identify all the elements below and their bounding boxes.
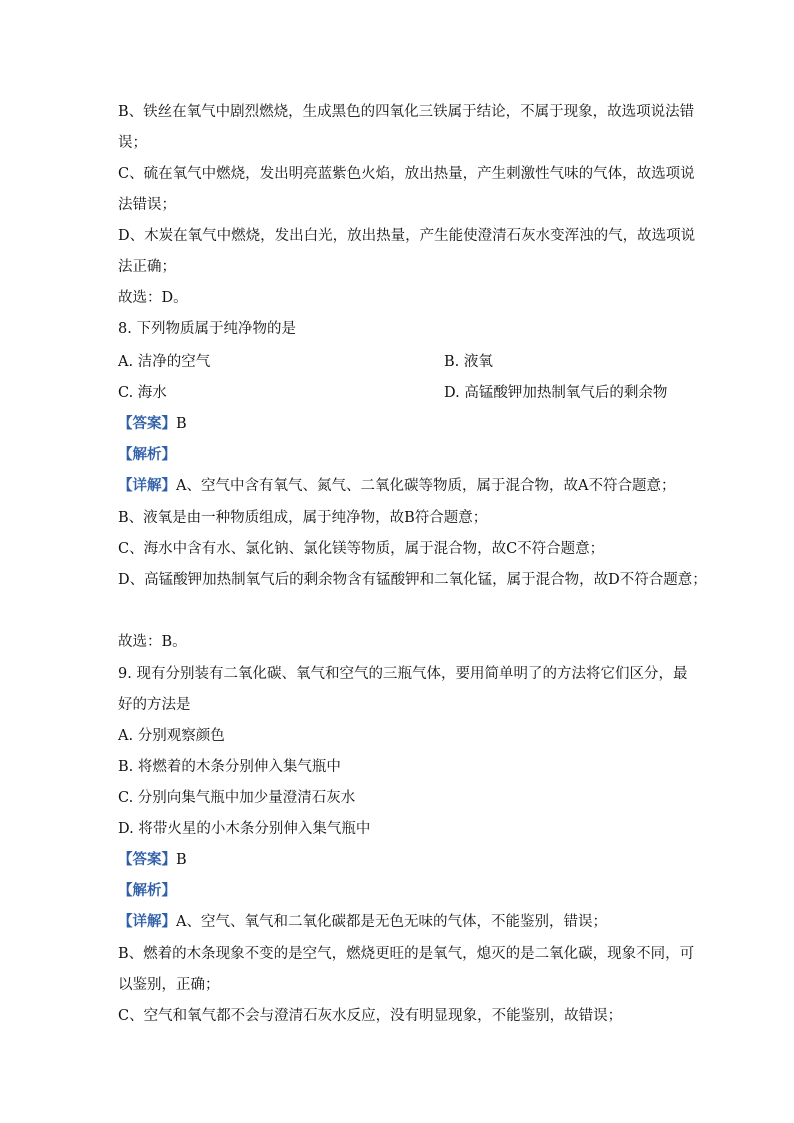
- q7-option-c-explanation-line2: 法错误；: [118, 197, 176, 213]
- q9-detail-c: C、空气和氧气都不会与澄清石灰水反应，没有明显现象，不能鉴别，故错误；: [118, 1008, 623, 1024]
- q9-option-b: B. 将燃着的木条分别伸入集气瓶中: [118, 759, 341, 775]
- q8-answer-label: 【答案】: [118, 415, 176, 432]
- q7-conclusion: 故选：D。: [118, 290, 188, 306]
- q8-detail-a: [118, 476, 675, 496]
- q9-option-c: C. 分别向集气瓶中加少量澄清石灰水: [118, 790, 356, 806]
- q8-answer-value: B: [176, 416, 187, 432]
- q9-answer: [118, 850, 187, 870]
- q9-detail-label: 【详解】: [118, 913, 176, 930]
- q9-option-a: A. 分别观察颜色: [118, 728, 225, 744]
- q8-analysis-label: 【解析】: [118, 446, 176, 463]
- q9-analysis-label: 【解析】: [118, 882, 176, 899]
- q8-option-b: B. 液氧: [444, 354, 493, 370]
- q9-detail-a: [118, 912, 607, 932]
- q9-detail-b-line2: 以鉴别，正确；: [118, 977, 220, 993]
- q8-option-c: C. 海水: [118, 385, 167, 401]
- q8-conclusion: 故选：B。: [118, 634, 187, 650]
- q8-detail-c: C、海水中含有水、氯化钠、氯化镁等物质，属于混合物，故C不符合题意；: [118, 541, 605, 557]
- q9-option-d: D. 将带火星的小木条分别伸入集气瓶中: [118, 821, 371, 837]
- q8-option-a: A. 洁净的空气: [118, 354, 211, 370]
- q9-answer-label: 【答案】: [118, 851, 176, 868]
- q9-answer-value: B: [176, 852, 187, 868]
- q9-stem-line1: 9. 现有分别装有二氧化碳、氧气和空气的三瓶气体，要用简单明了的方法将它们区分，最: [118, 666, 688, 682]
- q8-analysis-heading: [118, 445, 176, 465]
- q8-detail-b: B、液氧是由一种物质组成，属于纯净物，故B符合题意；: [118, 510, 488, 526]
- q8-option-d: D. 高锰酸钾加热制氧气后的剩余物: [444, 385, 668, 401]
- q8-detail-label: 【详解】: [118, 477, 176, 494]
- q8-detail-a-text: A、空气中含有氧气、氮气、二氧化碳等物质，属于混合物，故A不符合题意；: [176, 478, 676, 494]
- q7-option-b-explanation-line2: 误；: [118, 135, 147, 151]
- q7-option-c-explanation-line1: C、硫在氧气中燃烧，发出明亮蓝紫色火焰，放出热量，产生刺激性气味的气体，故选项说: [118, 166, 695, 182]
- q9-analysis-heading: [118, 881, 176, 901]
- q7-option-b-explanation-line1: B、铁丝在氧气中剧烈燃烧，生成黑色的四氧化三铁属于结论，不属于现象，故选项说法错: [118, 104, 695, 120]
- q9-detail-a-text: A、空气、氧气和二氧化碳都是无色无味的气体，不能鉴别，错误；: [176, 914, 607, 930]
- q8-detail-d: D、高锰酸钾加热制氧气后的剩余物含有锰酸钾和二氧化锰，属于混合物，故D不符合题意；: [118, 572, 707, 588]
- q9-detail-b-line1: B、燃着的木条现象不变的是空气，燃烧更旺的是氧气，熄灭的是二氧化碳，现象不同，可: [118, 946, 695, 962]
- q8-stem: 8. 下列物质属于纯净物的是: [118, 321, 296, 337]
- q7-option-d-explanation-line1: D、木炭在氧气中燃烧，发出白光，放出热量，产生能使澄清石灰水变浑浊的气，故选项说: [118, 228, 696, 244]
- q7-option-d-explanation-line2: 法正确；: [118, 259, 176, 275]
- q8-answer: [118, 414, 187, 434]
- q9-stem-line2: 好的方法是: [118, 697, 191, 713]
